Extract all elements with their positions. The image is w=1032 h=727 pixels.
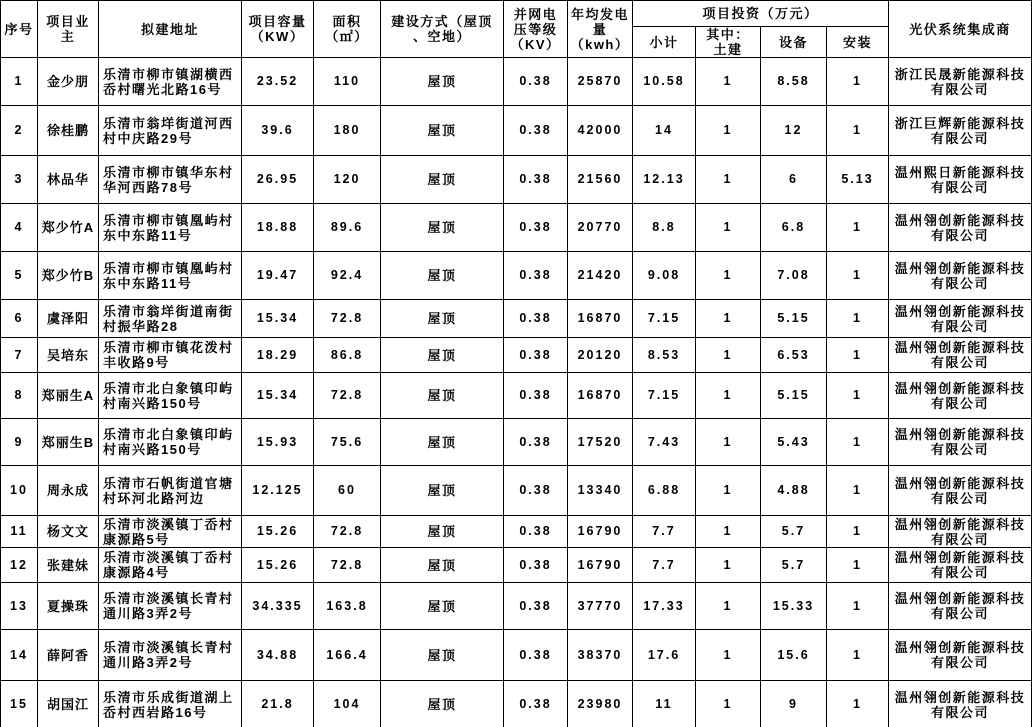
cell-index: 7 <box>1 338 38 373</box>
cell-address: 乐清市北白象镇印屿村南兴路150号 <box>99 419 242 466</box>
cell-voltage: 0.38 <box>504 419 568 466</box>
table-row <box>1 681 1032 727</box>
cell-area: 72.8 <box>314 300 381 338</box>
header-capacity <box>242 1 314 58</box>
cell-address: 乐清市淡溪镇长青村通川路3弄2号 <box>99 583 242 630</box>
cell-area: 89.6 <box>314 204 381 252</box>
cell-owner: 杨文文 <box>38 516 99 548</box>
cell-subtotal: 8.53 <box>633 338 696 373</box>
cell-area: 120 <box>314 156 381 204</box>
header-owner-line-1: 项目业 <box>46 14 90 29</box>
cell-install: 1 <box>827 583 889 630</box>
header-address <box>99 1 242 58</box>
cell-civil: 1 <box>696 156 761 204</box>
cell-capacity: 26.95 <box>242 156 314 204</box>
cell-civil: 1 <box>696 583 761 630</box>
header-index-label: 序号 <box>4 21 34 37</box>
cell-subtotal: 7.7 <box>633 516 696 548</box>
cell-method: 屋顶 <box>381 58 504 106</box>
cell-integrator: 温州翎创新能源科技有限公司 <box>889 583 1032 630</box>
cell-integrator: 浙江巨辉新能源科技有限公司 <box>889 106 1032 156</box>
cell-owner: 郑丽生A <box>38 373 99 419</box>
header-install-label: 安装 <box>843 34 873 50</box>
cell-install: 1 <box>827 466 889 516</box>
cell-install: 1 <box>827 106 889 156</box>
cell-method: 屋顶 <box>381 681 504 727</box>
cell-method: 屋顶 <box>381 204 504 252</box>
cell-subtotal: 8.8 <box>633 204 696 252</box>
cell-owner: 郑少竹B <box>38 252 99 300</box>
cell-subtotal: 7.15 <box>633 300 696 338</box>
cell-install: 1 <box>827 300 889 338</box>
cell-annual-output: 16790 <box>568 548 633 583</box>
cell-equipment: 5.7 <box>761 516 827 548</box>
cell-install: 1 <box>827 58 889 106</box>
cell-voltage: 0.38 <box>504 516 568 548</box>
cell-address: 乐清市翁垟街道南街村振华路28 <box>99 300 242 338</box>
cell-civil: 1 <box>696 252 761 300</box>
cell-annual-output: 38370 <box>568 630 633 681</box>
cell-area: 86.8 <box>314 338 381 373</box>
cell-voltage: 0.38 <box>504 373 568 419</box>
cell-equipment: 6.8 <box>761 204 827 252</box>
header-annual-output-line-1: 年均发电 <box>570 6 629 22</box>
cell-index: 1 <box>1 58 38 106</box>
header-address-label: 拟建地址 <box>140 21 199 37</box>
cell-integrator: 温州翎创新能源科技有限公司 <box>889 373 1032 419</box>
cell-owner: 郑少竹A <box>38 204 99 252</box>
cell-civil: 1 <box>696 300 761 338</box>
cell-capacity: 34.335 <box>242 583 314 630</box>
cell-index: 12 <box>1 548 38 583</box>
cell-subtotal: 17.33 <box>633 583 696 630</box>
cell-capacity: 15.34 <box>242 300 314 338</box>
header-area-line-2: （㎡） <box>325 29 369 44</box>
cell-capacity: 15.93 <box>242 419 314 466</box>
cell-civil: 1 <box>696 373 761 419</box>
cell-subtotal: 10.58 <box>633 58 696 106</box>
header-index <box>1 1 38 58</box>
cell-equipment: 6 <box>761 156 827 204</box>
cell-equipment: 12 <box>761 106 827 156</box>
cell-owner: 金少朋 <box>38 58 99 106</box>
cell-area: 110 <box>314 58 381 106</box>
table-row <box>1 300 1032 338</box>
header-annual-output-line-3: （kwh） <box>570 36 630 52</box>
cell-subtotal: 12.13 <box>633 156 696 204</box>
cell-install: 5.13 <box>827 156 889 204</box>
cell-area: 166.4 <box>314 630 381 681</box>
cell-capacity: 18.88 <box>242 204 314 252</box>
cell-equipment: 5.15 <box>761 300 827 338</box>
cell-subtotal: 11 <box>633 681 696 727</box>
cell-equipment: 15.6 <box>761 630 827 681</box>
cell-method: 屋顶 <box>381 548 504 583</box>
cell-civil: 1 <box>696 548 761 583</box>
cell-area: 60 <box>314 466 381 516</box>
cell-address: 乐清市柳市镇凰屿村东中东路11号 <box>99 252 242 300</box>
header-investment <box>633 1 889 27</box>
cell-index: 8 <box>1 373 38 419</box>
cell-integrator: 温州翎创新能源科技有限公司 <box>889 300 1032 338</box>
cell-voltage: 0.38 <box>504 252 568 300</box>
cell-method: 屋顶 <box>381 106 504 156</box>
header-voltage-line-3: （KV） <box>510 36 561 52</box>
cell-voltage: 0.38 <box>504 681 568 727</box>
header-area <box>314 1 381 58</box>
cell-method: 屋顶 <box>381 252 504 300</box>
cell-equipment: 9 <box>761 681 827 727</box>
cell-integrator: 温州翎创新能源科技有限公司 <box>889 681 1032 727</box>
cell-equipment: 4.88 <box>761 466 827 516</box>
cell-civil: 1 <box>696 204 761 252</box>
cell-area: 72.8 <box>314 516 381 548</box>
cell-method: 屋顶 <box>381 583 504 630</box>
cell-capacity: 18.29 <box>242 338 314 373</box>
cell-annual-output: 20770 <box>568 204 633 252</box>
cell-method: 屋顶 <box>381 630 504 681</box>
table-row <box>1 58 1032 106</box>
cell-owner: 薛阿香 <box>38 630 99 681</box>
cell-owner: 夏操珠 <box>38 583 99 630</box>
cell-integrator: 温州翎创新能源科技有限公司 <box>889 204 1032 252</box>
header-method-line-1: 建设方式（屋顶 <box>391 14 493 29</box>
cell-integrator: 温州翎创新能源科技有限公司 <box>889 252 1032 300</box>
cell-equipment: 7.08 <box>761 252 827 300</box>
cell-index: 14 <box>1 630 38 681</box>
header-equipment-label: 设备 <box>778 34 808 50</box>
header-owner <box>38 1 99 58</box>
header-subtotal <box>633 27 696 58</box>
cell-address: 乐清市石帆街道官塘村环河北路河边 <box>99 466 242 516</box>
cell-annual-output: 21560 <box>568 156 633 204</box>
cell-address: 乐清市淡溪镇丁岙村康源路4号 <box>99 548 242 583</box>
cell-civil: 1 <box>696 681 761 727</box>
cell-capacity: 12.125 <box>242 466 314 516</box>
cell-annual-output: 16790 <box>568 516 633 548</box>
cell-capacity: 15.26 <box>242 548 314 583</box>
cell-civil: 1 <box>696 516 761 548</box>
cell-address: 乐清市翁垟街道河西村中庆路29号 <box>99 106 242 156</box>
cell-annual-output: 42000 <box>568 106 633 156</box>
cell-address: 乐清市淡溪镇丁岙村康源路5号 <box>99 516 242 548</box>
cell-method: 屋顶 <box>381 156 504 204</box>
cell-annual-output: 25870 <box>568 58 633 106</box>
header-voltage-line-2: 压等级 <box>513 21 558 37</box>
table-header <box>1 1 1032 58</box>
cell-index: 4 <box>1 204 38 252</box>
cell-civil: 1 <box>696 58 761 106</box>
cell-subtotal: 7.43 <box>633 419 696 466</box>
cell-method: 屋顶 <box>381 466 504 516</box>
cell-address: 乐清市淡溪镇长青村通川路3弄2号 <box>99 630 242 681</box>
cell-capacity: 19.47 <box>242 252 314 300</box>
cell-area: 104 <box>314 681 381 727</box>
cell-voltage: 0.38 <box>504 466 568 516</box>
header-integrator-label: 光伏系统集成商 <box>909 21 1011 37</box>
cell-area: 163.8 <box>314 583 381 630</box>
cell-equipment: 5.7 <box>761 548 827 583</box>
cell-index: 11 <box>1 516 38 548</box>
cell-voltage: 0.38 <box>504 156 568 204</box>
cell-method: 屋顶 <box>381 300 504 338</box>
header-civil-line-1: 其中： <box>706 27 750 42</box>
cell-address: 乐清市柳市镇花泼村丰收路9号 <box>99 338 242 373</box>
cell-civil: 1 <box>696 419 761 466</box>
cell-area: 92.4 <box>314 252 381 300</box>
cell-install: 1 <box>827 630 889 681</box>
header-integrator <box>889 1 1032 58</box>
cell-index: 3 <box>1 156 38 204</box>
cell-owner: 林品华 <box>38 156 99 204</box>
cell-voltage: 0.38 <box>504 300 568 338</box>
cell-owner: 徐桂鹏 <box>38 106 99 156</box>
header-method-line-2: 、空地） <box>412 29 471 44</box>
header-subtotal-label: 小计 <box>649 34 679 50</box>
cell-method: 屋顶 <box>381 338 504 373</box>
table-row <box>1 630 1032 681</box>
cell-owner: 张建妹 <box>38 548 99 583</box>
header-row-top <box>1 1 1032 27</box>
cell-subtotal: 17.6 <box>633 630 696 681</box>
cell-integrator: 温州熙日新能源科技有限公司 <box>889 156 1032 204</box>
cell-subtotal: 7.15 <box>633 373 696 419</box>
table-row <box>1 156 1032 204</box>
cell-civil: 1 <box>696 106 761 156</box>
cell-index: 9 <box>1 419 38 466</box>
cell-equipment: 6.53 <box>761 338 827 373</box>
table-row <box>1 338 1032 373</box>
cell-install: 1 <box>827 338 889 373</box>
cell-voltage: 0.38 <box>504 204 568 252</box>
header-voltage <box>504 1 568 58</box>
cell-subtotal: 7.7 <box>633 548 696 583</box>
cell-civil: 1 <box>696 338 761 373</box>
cell-owner: 郑丽生B <box>38 419 99 466</box>
header-annual-output <box>568 1 633 58</box>
cell-annual-output: 21420 <box>568 252 633 300</box>
header-install <box>827 27 889 58</box>
header-investment-label: 项目投资（万元） <box>702 6 819 21</box>
cell-owner: 周永成 <box>38 466 99 516</box>
cell-civil: 1 <box>696 630 761 681</box>
cell-install: 1 <box>827 373 889 419</box>
cell-annual-output: 20120 <box>568 338 633 373</box>
cell-integrator: 温州翎创新能源科技有限公司 <box>889 466 1032 516</box>
table-row <box>1 204 1032 252</box>
cell-voltage: 0.38 <box>504 548 568 583</box>
table-row <box>1 373 1032 419</box>
cell-capacity: 15.34 <box>242 373 314 419</box>
header-civil-line-2: 土建 <box>713 42 743 57</box>
cell-index: 6 <box>1 300 38 338</box>
cell-voltage: 0.38 <box>504 583 568 630</box>
cell-annual-output: 37770 <box>568 583 633 630</box>
cell-capacity: 39.6 <box>242 106 314 156</box>
header-owner-line-2: 主 <box>60 29 76 44</box>
table-body <box>1 58 1032 727</box>
cell-install: 1 <box>827 548 889 583</box>
cell-capacity: 23.52 <box>242 58 314 106</box>
cell-capacity: 21.8 <box>242 681 314 727</box>
cell-annual-output: 13340 <box>568 466 633 516</box>
header-voltage-line-1: 并网电 <box>513 6 558 22</box>
table-row <box>1 106 1032 156</box>
cell-annual-output: 16870 <box>568 300 633 338</box>
cell-voltage: 0.38 <box>504 58 568 106</box>
cell-owner: 虞泽阳 <box>38 300 99 338</box>
table-row <box>1 252 1032 300</box>
cell-address: 乐清市柳市镇凰屿村东中东路11号 <box>99 204 242 252</box>
cell-integrator: 温州翎创新能源科技有限公司 <box>889 338 1032 373</box>
cell-integrator: 温州翎创新能源科技有限公司 <box>889 548 1032 583</box>
header-annual-output-line-2: 量 <box>592 21 608 37</box>
cell-install: 1 <box>827 419 889 466</box>
header-area-line-1: 面积 <box>332 14 362 29</box>
cell-subtotal: 9.08 <box>633 252 696 300</box>
cell-equipment: 5.15 <box>761 373 827 419</box>
cell-voltage: 0.38 <box>504 106 568 156</box>
table-row <box>1 466 1032 516</box>
cell-annual-output: 16870 <box>568 373 633 419</box>
cell-index: 5 <box>1 252 38 300</box>
cell-subtotal: 6.88 <box>633 466 696 516</box>
cell-method: 屋顶 <box>381 419 504 466</box>
cell-method: 屋顶 <box>381 516 504 548</box>
header-civil <box>696 27 761 58</box>
table-row <box>1 583 1032 630</box>
header-capacity-line-2: （KW） <box>250 29 305 44</box>
cell-address: 乐清市乐成街道湖上岙村西岩路16号 <box>99 681 242 727</box>
cell-address: 乐清市北白象镇印屿村南兴路150号 <box>99 373 242 419</box>
cell-index: 10 <box>1 466 38 516</box>
cell-equipment: 15.33 <box>761 583 827 630</box>
cell-address: 乐清市柳市镇华东村华河西路78号 <box>99 156 242 204</box>
table-row <box>1 419 1032 466</box>
header-method <box>381 1 504 58</box>
cell-civil: 1 <box>696 466 761 516</box>
cell-annual-output: 23980 <box>568 681 633 727</box>
cell-install: 1 <box>827 681 889 727</box>
cell-owner: 吴培东 <box>38 338 99 373</box>
cell-capacity: 15.26 <box>242 516 314 548</box>
cell-index: 13 <box>1 583 38 630</box>
cell-area: 72.8 <box>314 373 381 419</box>
cell-area: 72.8 <box>314 548 381 583</box>
cell-capacity: 34.88 <box>242 630 314 681</box>
cell-install: 1 <box>827 252 889 300</box>
cell-integrator: 浙江民晟新能源科技有限公司 <box>889 58 1032 106</box>
cell-integrator: 温州翎创新能源科技有限公司 <box>889 516 1032 548</box>
cell-address: 乐清市柳市镇湖横西岙村曙光北路16号 <box>99 58 242 106</box>
cell-annual-output: 17520 <box>568 419 633 466</box>
table-row <box>1 516 1032 548</box>
cell-area: 180 <box>314 106 381 156</box>
cell-area: 75.6 <box>314 419 381 466</box>
cell-voltage: 0.38 <box>504 338 568 373</box>
cell-subtotal: 14 <box>633 106 696 156</box>
table-row <box>1 548 1032 583</box>
cell-equipment: 8.58 <box>761 58 827 106</box>
cell-index: 2 <box>1 106 38 156</box>
cell-install: 1 <box>827 204 889 252</box>
cell-index: 15 <box>1 681 38 727</box>
header-capacity-line-1: 项目容量 <box>248 14 307 29</box>
cell-install: 1 <box>827 516 889 548</box>
cell-owner: 胡国江 <box>38 681 99 727</box>
cell-equipment: 5.43 <box>761 419 827 466</box>
cell-method: 屋顶 <box>381 373 504 419</box>
cell-integrator: 温州翎创新能源科技有限公司 <box>889 419 1032 466</box>
cell-voltage: 0.38 <box>504 630 568 681</box>
cell-integrator: 温州翎创新能源科技有限公司 <box>889 630 1032 681</box>
header-equipment <box>761 27 827 58</box>
